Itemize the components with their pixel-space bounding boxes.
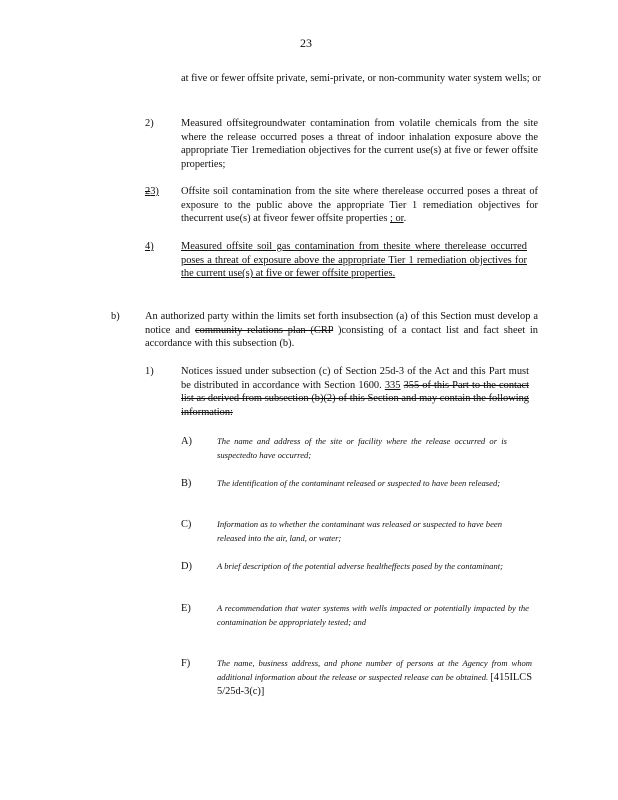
item-label: 2) xyxy=(145,118,154,129)
info-text-part: The name, business address, and phone number of persons at the Agency from whom additional information about the release or suspected release can be obtained. xyxy=(217,658,532,682)
item-text: Measured offsitegroundwater contamination from volatile chemicals from the site where the release occurred poses a threat of indoor inhalation exposure above the appropriate Tier 1remediation objectives for the current use(s) at five or fewer offsite properties; xyxy=(181,118,538,170)
info-text xyxy=(217,657,532,698)
item-text-end: . xyxy=(403,213,407,225)
info-text: A brief description of the potential adverse healtheffects posed by the contaminant; xyxy=(217,561,504,571)
inserted-text: ; or xyxy=(390,213,404,225)
info-label: B) xyxy=(181,478,192,489)
section-text-part: must develop a notice and xyxy=(145,311,538,336)
statutory-citation: [415ILCS 5/25d-3(c)] xyxy=(217,671,532,697)
item-label-amended xyxy=(145,185,159,199)
info-label: C) xyxy=(181,519,192,530)
struck-text: 355 of this Part to the contact list as derived from subsection (b)(2) of this Section and may contain the following information: xyxy=(181,379,530,418)
struck-text: community relations plan (CRP xyxy=(195,324,334,336)
info-label: D) xyxy=(181,561,192,572)
info-label: F) xyxy=(181,658,191,669)
section-text xyxy=(145,310,538,351)
info-text: The name and address of the site or facility where the release occurred or is suspectedto have occurred; xyxy=(217,436,507,460)
section-label: b) xyxy=(111,311,120,322)
struck-label: 2 xyxy=(145,186,151,197)
section-text-end: )consisting of a contact list and fact sheet in accordance with this subsection (b). xyxy=(145,324,538,350)
info-text: The identification of the contaminant released or suspected to have been released; xyxy=(217,478,501,488)
info-label: E) xyxy=(181,603,191,614)
new-label: 3) xyxy=(150,186,159,197)
intro-text: at five or fewer offsite private, semi-private, or non-community water system wells; or xyxy=(181,73,541,84)
info-label: A) xyxy=(181,436,192,447)
inserted-item-text: Measured offsite soil gas contamination from thesite where therelease occurred poses a threat of exposure above the appropriate Tier 1 remediation objectives for the current use(s) at five or fewer offsite properties. xyxy=(181,241,527,280)
item-text xyxy=(181,185,538,226)
page-number: 23 xyxy=(300,36,312,50)
subsection-label: 1) xyxy=(145,366,154,377)
section-text-part: An authorized party within the limits set forth insubsection (a) of this Section xyxy=(145,311,472,322)
item-text-part: Offsite soil contamination from the site where therelease occurred poses a threat of exposure to the public above the appropriate Tier 1 remediation objectives for thecurrent use(s) at fiveor fewer offsite properties xyxy=(181,186,538,225)
info-text: A recommendation that water systems with wells impacted or potentially impacted by the contamination be appropriately tested; and xyxy=(217,603,529,627)
subsection-text-part: Notices issued under subsection (c) of Section 25d-3 of the Act and this Part must be distributed in accordance with Section 1600. xyxy=(181,366,529,391)
inserted-text: 335 xyxy=(384,379,401,391)
subsection-text xyxy=(181,365,529,419)
info-text: Information as to whether the contaminant was released or suspected to have been released into the air, land, or water; xyxy=(217,519,502,543)
item-label: 4) xyxy=(145,241,154,252)
